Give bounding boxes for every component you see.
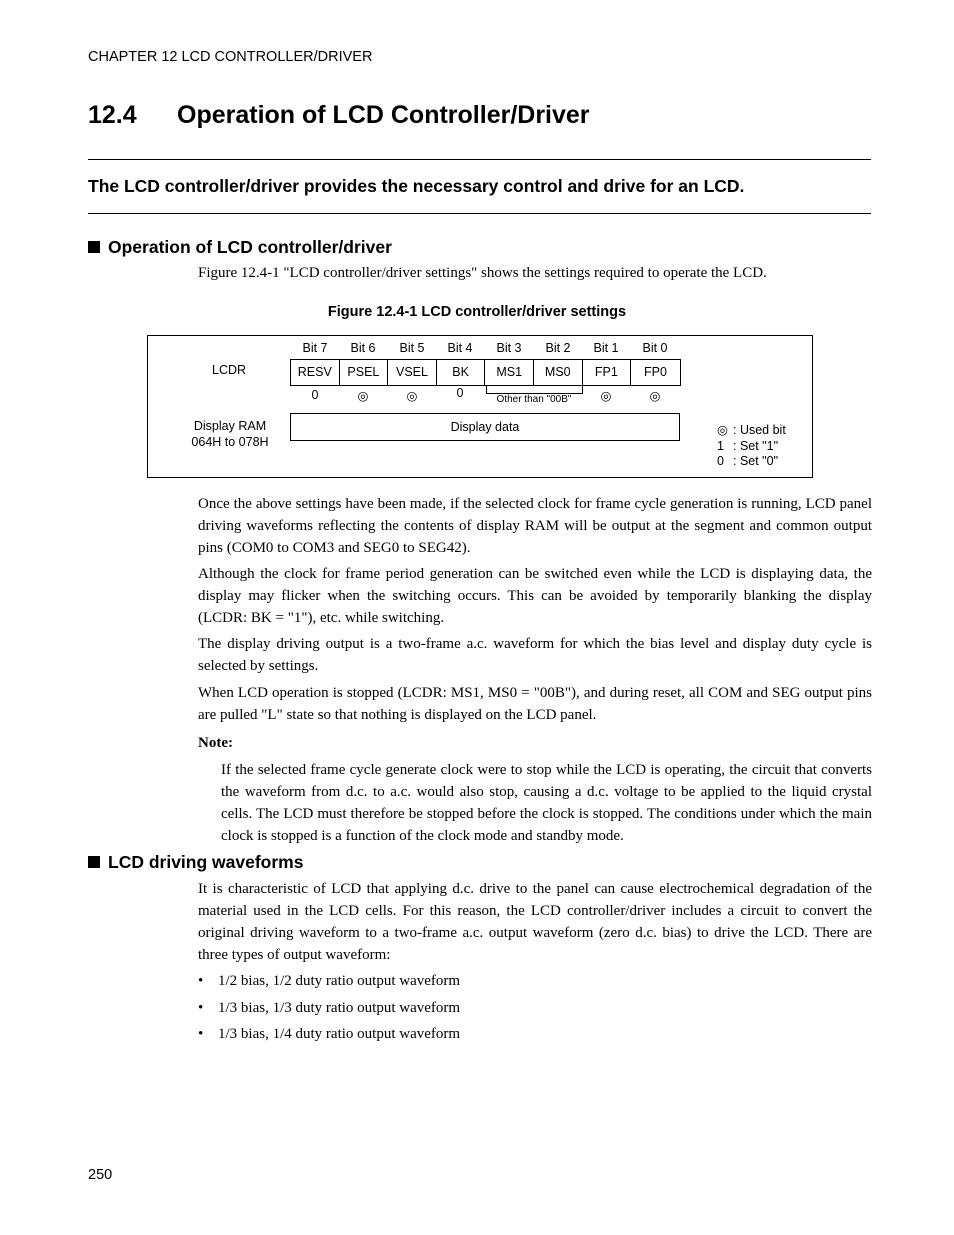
subsection-heading-text: LCD driving waveforms [108, 852, 304, 872]
bit-value: ◎ [600, 389, 612, 403]
register-bit-cell: BK [437, 360, 486, 385]
bit-label: Bit 3 [496, 341, 522, 355]
subsection-heading-text: Operation of LCD controller/driver [108, 237, 392, 257]
waveforms-paragraph: It is characteristic of LCD that applying d.c. drive to the panel can cause electrochemical degradation of the material used in the LCD cells. For this reason, the LCD controller/driver includes a circuit to convert the original driving waveform to a two-frame a.c. output waveform (zero d.c. bias) to drive the LCD. There are three types of output waveform: [198, 881, 872, 963]
bullet-dot-icon: • [198, 1026, 204, 1042]
bullet-dot-icon: • [198, 973, 204, 989]
divider-top [88, 159, 871, 160]
figure-legend [717, 423, 786, 470]
section-number: 12.4 [88, 101, 137, 129]
list-item [198, 997, 460, 1024]
waveform-bullet-list [198, 970, 460, 1050]
bit-label: Bit 6 [350, 341, 376, 355]
legend-row [717, 439, 786, 455]
section-title-text: Operation of LCD Controller/Driver [177, 101, 590, 129]
figure-caption: Figure 12.4-1 LCD controller/driver settings [327, 304, 627, 320]
ms-bits-note: Other than "00B" [496, 394, 572, 405]
page-number: 250 [88, 1167, 113, 1183]
square-bullet-icon [88, 241, 100, 253]
note-text: If the selected frame cycle generate clock were to stop while the LCD is operating, the circuit that converts the waveform from d.c. to a.c. would also stop, causing a d.c. voltage to be applied to the liquid crystal cells. The LCD must therefore be stopped before the clock is stopped. The conditions under which the main clock is stopped is a function of the clock mode and standby mode. [221, 762, 872, 844]
body-paragraph: When LCD operation is stopped (LCDR: MS1, MS0 = "00B"), and during reset, all COM and SEG output pins are pulled "L" state so that nothing is displayed on the LCD panel. [198, 685, 872, 723]
legend-row [717, 423, 786, 439]
body-paragraph: The display driving output is a two-frame a.c. waveform for which the bias level and display duty cycle is selected by settings. [198, 636, 872, 674]
bit-value: 0 [311, 388, 319, 402]
legend-text: : Set "1" [733, 438, 779, 453]
divider-bottom [88, 213, 871, 214]
bullet-dot-icon: • [198, 999, 204, 1016]
register-bit-cell: MS0 [534, 360, 583, 385]
figure-frame [147, 335, 813, 478]
register-bit-cell: FP0 [643, 365, 667, 379]
body-paragraph: Once the above settings have been made, if the selected clock for frame cycle generation is running, LCD panel driving waveforms reflecting the contents of display RAM will be output at the segment and common output pins (COM0 to COM3 and SEG0 to SEG42). [198, 496, 872, 556]
legend-text: : Set "0" [733, 454, 779, 468]
square-bullet-icon [88, 856, 100, 868]
register-bit-cell: MS1 [485, 360, 534, 385]
bit-label: Bit 4 [447, 341, 473, 355]
bit-label: Bit 2 [545, 341, 571, 355]
legend-row [717, 454, 786, 470]
figure-intro-paragraph: Figure 12.4-1 "LCD controller/driver settings" shows the settings required to operate the LCD. [198, 265, 767, 281]
register-bit-cell: RESV [291, 360, 340, 385]
subsection-heading-operation [88, 237, 392, 258]
ms-bits-bracket [486, 386, 583, 394]
bit-value: ◎ [649, 389, 661, 403]
bit-label: Bit 0 [642, 341, 668, 355]
display-data-box: Display data [290, 413, 680, 441]
note-label: Note: [198, 735, 233, 751]
display-ram-label: Display RAM [193, 419, 267, 433]
bit-label: Bit 7 [302, 341, 328, 355]
bit-value: ◎ [357, 389, 369, 403]
legend-symbol: ◎ [717, 423, 728, 437]
list-item-text: 1/3 bias, 1/3 duty ratio output waveform [218, 999, 461, 1016]
register-name: LCDR [212, 363, 247, 377]
bit-value: ◎ [406, 389, 418, 403]
legend-text: : Used bit [733, 423, 786, 437]
bit-label: Bit 5 [399, 341, 425, 355]
list-item-text: 1/3 bias, 1/4 duty ratio output waveform [218, 1026, 461, 1042]
lead-summary: The LCD controller/driver provides the necessary control and drive for an LCD. [88, 176, 745, 196]
list-item-text: 1/2 bias, 1/2 duty ratio output waveform [218, 973, 461, 989]
bit-label: Bit 1 [593, 341, 619, 355]
section-title [88, 101, 590, 130]
display-ram-address: 064H to 078H [191, 435, 269, 449]
list-item [198, 1023, 460, 1050]
register-bit-cell: VSEL [388, 360, 437, 385]
running-header: CHAPTER 12 LCD CONTROLLER/DRIVER [88, 49, 373, 65]
register-bit-cell: FP1 [583, 360, 632, 385]
legend-symbol: 1 [717, 438, 724, 453]
subsection-heading-waveforms [88, 852, 303, 873]
list-item [198, 970, 460, 997]
body-paragraph: Although the clock for frame period generation can be switched even while the LCD is displaying data, the display may flicker when the switching occurs. This can be avoided by temporarily blanking the display (LCDR: BK = "1"), etc. while switching. [198, 566, 872, 626]
bit-value: 0 [456, 386, 464, 400]
legend-symbol: 0 [717, 454, 724, 468]
register-bit-row [290, 359, 681, 386]
register-bit-cell: PSEL [340, 360, 389, 385]
